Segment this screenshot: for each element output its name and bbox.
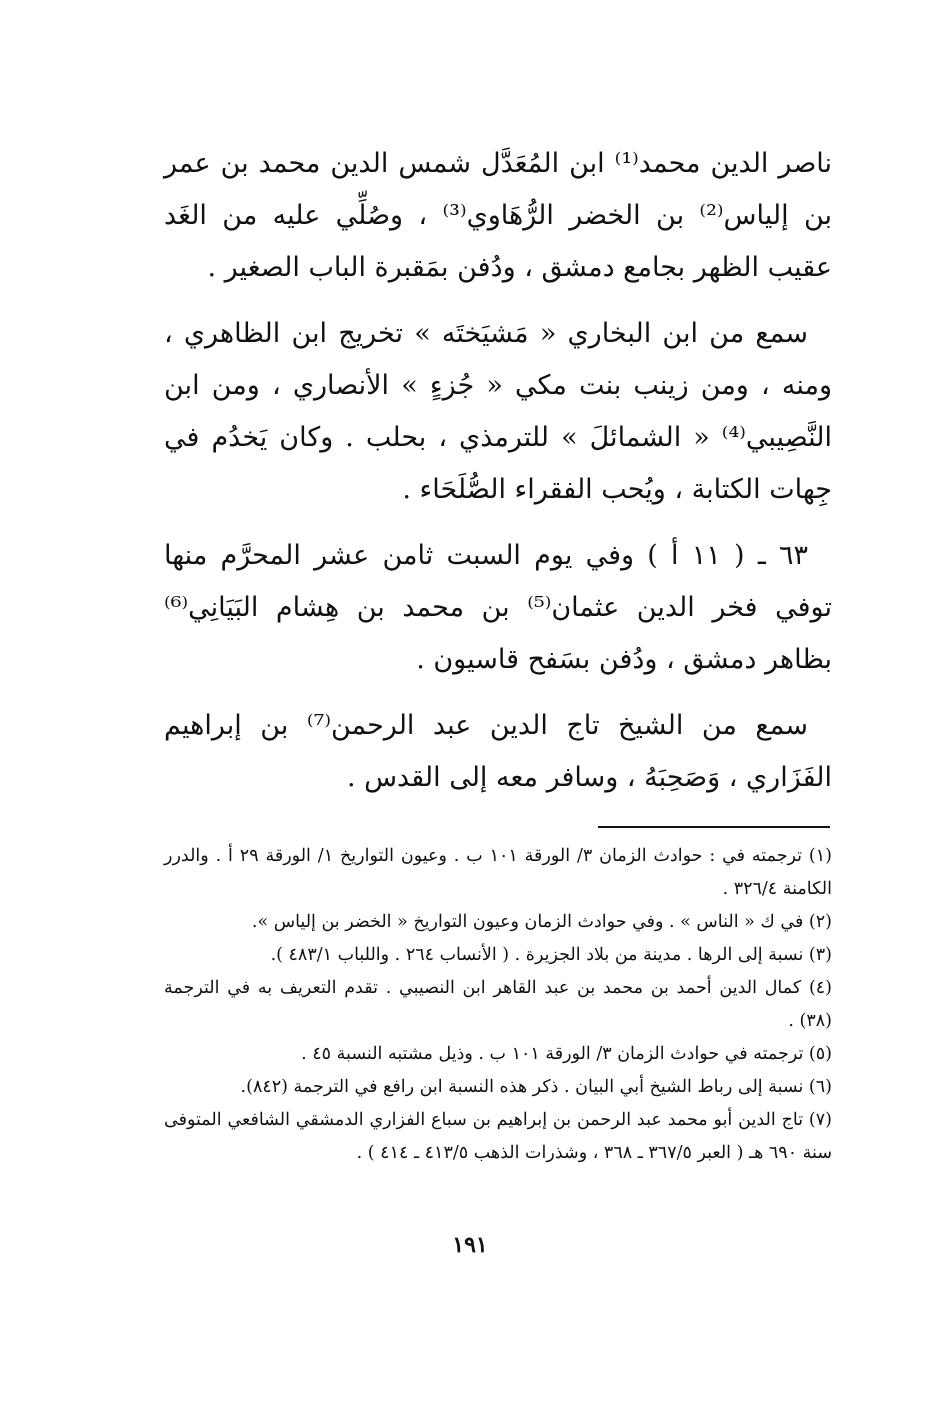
- paragraph-4: سمع من الشيخ تاج الدين عبد الرحمن⁽⁷⁾ بن إبراهيم الفَزَاري ، وَصَحِبَهُ ، وسافر معه إلى القدس .: [164, 710, 832, 793]
- main-text-block: [164, 138, 832, 818]
- footnote-4: (٤) كمال الدين أحمد بن محمد بن عبد القاهر ابن النصيبي . تقدم التعريف به في الترجمة (٣٨) .: [164, 978, 832, 1031]
- footnote-3: (٣) نسبة إلى الرها . مدينة من بلاد الجزيرة . ( الأنساب ٢٦٤ . واللباب ٤٨٣/١ ).: [270, 945, 832, 965]
- footnote-1: (١) ترجمته في : حوادث الزمان ٣/ الورقة ١٠١ ب . وعيون التواريخ ١/ الورقة ٢٩ أ . والدرر الكامنة ٣٢٦/٤ .: [164, 846, 832, 899]
- footnote-2: (٢) في ك « الناس » . وفي حوادث الزمان وعيون التواريخ « الخضر بن إلياس ».: [251, 912, 832, 932]
- paragraph-1: ناصر الدين محمد⁽¹⁾ ابن المُعَدَّل شمس الدين محمد بن عمر بن إلياس⁽²⁾ بن الخضر الرُّهَاوي⁽³⁾ ، وصُلِّي عليه من الغَد عقيب الظهر بجامع دمشق ، ودُفن بمَقبرة الباب الصغير .: [164, 148, 833, 283]
- page-number: ١٩١: [452, 1232, 488, 1258]
- footnote-separator: [598, 826, 830, 828]
- footnote-7: (٧) تاج الدين أبو محمد عبد الرحمن بن إبراهيم بن سباع الفزاري الدمشقي الشافعي المتوفى سنة ٦٩٠ هـ ( العبر ٣٦٧/٥ ـ ٣٦٨ ، وشذرات الذهب ٤١٣/٥ ـ ٤١٤ ) .: [164, 1110, 832, 1163]
- paragraph-2: سمع من ابن البخاري « مَشيَختَه » تخريج ابن الظاهري ، ومنه ، ومن زينب بنت مكي « جُزءٍ » الأنصاري ، ومن ابن النَّصِيبي⁽⁴⁾ « الشمائلَ » للترمذي ، بحلب . وكان يَخدُم في جِهات الكتابة ، ويُحب الفقراء الصُّلَحَاء .: [164, 318, 832, 505]
- paragraph-3-entry-63: ٦٣ ـ ( ١١ أ ) وفي يوم السبت ثامن عشر المحرَّم منها توفي فخر الدين عثمان⁽⁵⁾ بن محمد بن هِشام البَيَانِي⁽⁶⁾ بظاهر دمشق ، ودُفن بسَفح قاسيون .: [164, 540, 832, 675]
- footnotes-block: [164, 840, 832, 1170]
- footnote-6: (٦) نسبة إلى رباط الشيخ أبي البيان . ذكر هذه النسبة ابن رافع في الترجمة (٨٤٢).: [240, 1077, 832, 1097]
- footnote-5: (٥) ترجمته في حوادث الزمان ٣/ الورقة ١٠١ ب . وذيل مشتبه النسبة ٤٥ .: [301, 1044, 832, 1064]
